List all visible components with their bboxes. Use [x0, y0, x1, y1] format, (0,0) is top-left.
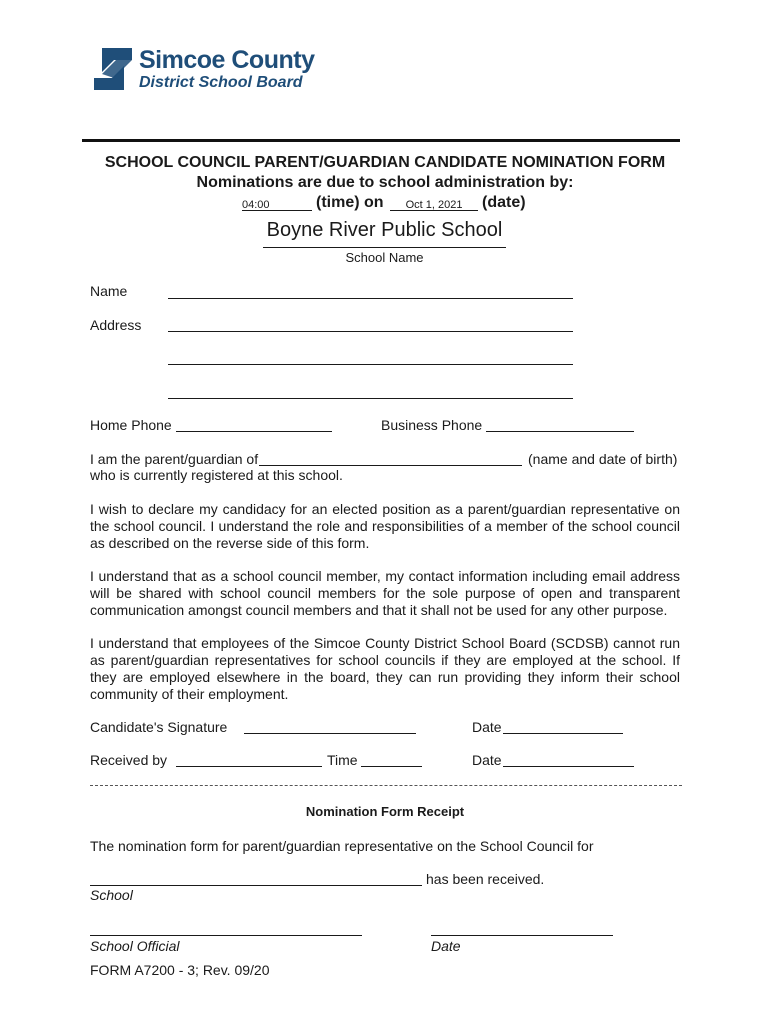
school-name-label: School Name [345, 250, 424, 265]
parent-of-suffix: (name and date of birth) [528, 451, 678, 467]
receipt-school-field[interactable] [90, 871, 422, 886]
receipt-title: Nomination Form Receipt [305, 804, 465, 819]
school-name-field[interactable] [263, 219, 506, 248]
signature-label: Candidate's Signature [90, 719, 228, 735]
received-time-field[interactable] [361, 752, 422, 767]
address-field-line3[interactable] [168, 384, 573, 399]
signature-field[interactable] [244, 719, 416, 734]
business-phone-label: Business Phone [381, 417, 483, 433]
home-phone-field[interactable] [176, 417, 332, 432]
date-field[interactable] [390, 195, 478, 211]
school-official-label: School Official [90, 938, 180, 954]
child-name-field[interactable] [259, 451, 522, 466]
declaration-paragraph: I wish to declare my candidacy for an elected position as a parent/guardian representative on the school council. I understand the role and responsibilities of a member of the school council as described on the reverse side of this form. [90, 501, 680, 551]
date-value: Oct 1, 2021 [405, 199, 463, 211]
receipt-school-label: School [90, 887, 133, 903]
time-value: 04:00 [242, 199, 270, 211]
parent-of-line2: who is currently registered at this school. [90, 467, 343, 483]
name-field[interactable] [168, 284, 573, 299]
receipt-date-field[interactable] [431, 921, 613, 936]
parent-of-label: I am the parent/guardian of [90, 451, 259, 467]
received-date-label: Date [472, 752, 502, 768]
received-date-field[interactable] [503, 752, 634, 767]
receipt-received-text: has been received. [426, 871, 545, 887]
name-label: Name [90, 283, 128, 299]
time-field[interactable] [242, 195, 312, 211]
cut-line-divider [90, 785, 682, 786]
signature-date-label: Date [472, 719, 502, 735]
address-field-line2[interactable] [168, 350, 573, 365]
address-field-line1[interactable] [168, 317, 573, 332]
date-label: (date) [482, 194, 526, 211]
header-divider [82, 139, 680, 142]
receipt-text: The nomination form for parent/guardian representative on the School Council for [90, 838, 594, 854]
org-name-line1: Simcoe County [139, 46, 315, 74]
org-name-line2: District School Board [139, 74, 303, 91]
due-text: Nominations are due to school administration by: [196, 174, 574, 191]
home-phone-label: Home Phone [90, 417, 172, 433]
receipt-date-label: Date [431, 938, 461, 954]
address-label: Address [90, 317, 142, 333]
school-board-logo-icon [94, 48, 132, 90]
received-by-label: Received by [90, 752, 168, 768]
form-number: FORM A7200 - 3; Rev. 09/20 [90, 962, 270, 978]
received-time-label: Time [327, 752, 358, 768]
business-phone-field[interactable] [486, 417, 634, 432]
school-official-field[interactable] [90, 921, 362, 936]
school-name-value: Boyne River Public School [266, 219, 503, 241]
received-by-field[interactable] [176, 752, 322, 767]
employee-paragraph: I understand that employees of the Simcoe County District School Board (SCDSB) cannot run as parent/guardian representatives for school councils if they are employed at the school. If they are employed elsewhere in the board, they can run providing they inform their school community of their employment. [90, 635, 680, 702]
signature-date-field[interactable] [503, 719, 623, 734]
form-title: SCHOOL COUNCIL PARENT/GUARDIAN CANDIDATE NOMINATION FORM [104, 154, 666, 171]
contact-info-paragraph: I understand that as a school council member, my contact information including email address will be shared with school council members for the sole purpose of open and transparent communication amongst council members and that it shall not be used for any other purpose. [90, 568, 680, 618]
time-label: (time) on [316, 194, 384, 211]
